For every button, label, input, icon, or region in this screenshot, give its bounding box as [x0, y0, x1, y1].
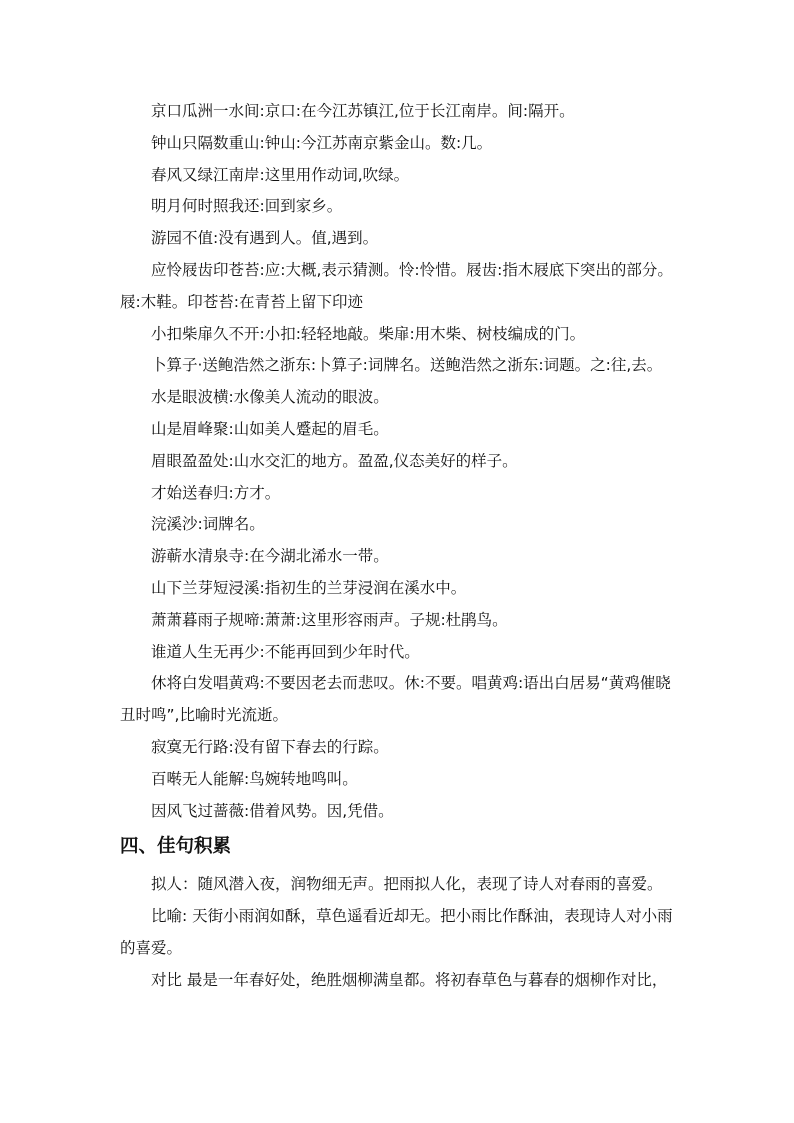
annotation-line: 寂寞无行路:没有留下春去的行踪。 — [151, 737, 389, 756]
sentence-item: 比喻: 天街小雨润如酥，草色遥看近却无。把小雨比作酥油，表现诗人对小雨的喜爱。 — [120, 907, 673, 957]
sentence-item: 拟人：随风潜入夜，润物细无声。把雨拟人化，表现了诗人对春雨的喜爱。 — [151, 875, 663, 894]
annotation-line: 眉眼盈盈处:山水交汇的地方。盈盈,仪态美好的样子。 — [151, 451, 518, 470]
annotation-line: 京口瓜洲一水间:京口:在今江苏镇江,位于长江南岸。间:隔开。 — [151, 102, 575, 120]
annotation-line: 小扣柴扉久不开:小扣:轻轻地敲。柴扉:用木柴、树枝编成的门。 — [151, 324, 586, 343]
annotation-line: 卜算子·送鲍浩然之浙东:卜算子:词牌名。送鲍浩然之浙东:词题。之:往,去。 — [151, 356, 663, 375]
annotation-line: 水是眼波横:水像美人流动的眼波。 — [151, 388, 389, 407]
annotation-line: 应怜屐齿印苍苔:应:大概,表示猜测。怜:怜惜。屐齿:指木屐底下突出的部分。屐:木鞋。印苍苔:在青苔上留下印迹 — [120, 260, 673, 311]
annotation-line: 游园不值:没有遇到人。值,遇到。 — [151, 229, 379, 248]
annotation-line: 山是眉峰聚:山如美人蹙起的眉毛。 — [151, 419, 389, 438]
annotation-line: 游蕲水清泉寺:在今湖北浠水一带。 — [151, 547, 389, 566]
annotation-line: 才始送春归:方才。 — [151, 483, 281, 502]
annotation-line: 春风又绿江南岸:这里用作动词,吹绿。 — [151, 165, 410, 184]
annotation-line: 山下兰芽短浸溪:指初生的兰芽浸润在溪水中。 — [151, 578, 467, 597]
annotation-line: 休将白发唱黄鸡:不要因老去而悲叹。休:不要。唱黄鸡:语出白居易“黄鸡催晓丑时鸣”,比喻时光流逝。 — [120, 674, 671, 725]
annotation-line: 浣溪沙:词牌名。 — [151, 515, 265, 534]
annotation-line: 明月何时照我还:回到家乡。 — [151, 197, 343, 216]
annotation-line: 萧萧暮雨子规啼:萧萧:这里形容雨声。子规:杜鹃鸟。 — [151, 610, 508, 629]
sentence-item: 对比 最是一年春好处，绝胜烟柳满皇都。将初春草色与暮春的烟柳作对比， — [151, 970, 668, 989]
annotation-line: 因风飞过蔷薇:借着风势。因,凭借。 — [151, 801, 394, 820]
annotation-line: 谁道人生无再少:不能再回到少年时代。 — [151, 642, 420, 661]
document-body — [120, 96, 676, 997]
section-heading: 四、佳句积累 — [120, 836, 232, 858]
annotation-line: 钟山只隔数重山:钟山:今江苏南京紫金山。数:几。 — [151, 133, 493, 152]
annotation-line: 百啭无人能解:鸟婉转地鸣叫。 — [151, 769, 358, 788]
